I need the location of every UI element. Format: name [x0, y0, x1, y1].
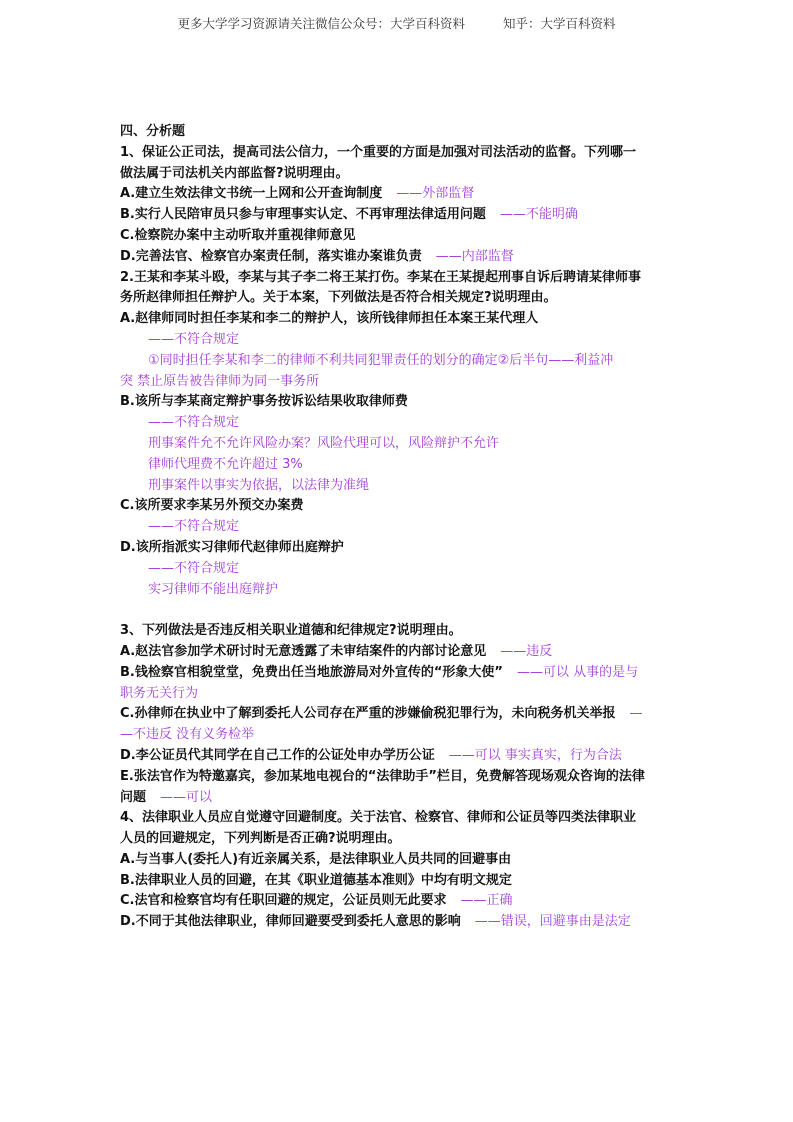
- q3-e-text2: 问题: [120, 789, 147, 805]
- q1-option-c: [120, 226, 680, 247]
- q2-c-answer: ——不符合规定: [148, 519, 240, 535]
- q3-e-answer: ——可以: [160, 789, 213, 805]
- q1-b-answer: ——不能明确: [499, 207, 578, 223]
- q2-a-note1: ①同时担任李某和李二的律师不利共同犯罪责任的划分的确定②后半句——利益冲: [148, 352, 614, 368]
- q2-d-answer: ——不符合规定: [148, 560, 240, 576]
- q4-option-c: [120, 891, 680, 912]
- q2-a-note2: 突 禁止原告被告律师为同一事务所: [120, 373, 320, 389]
- q2-a-text: A.赵律师同时担任李某和李二的辩护人，该所钱律师担任本案王某代理人: [120, 311, 539, 327]
- q3-option-d: [120, 746, 680, 767]
- q4-stem-line2: 人员的回避规定，下列判断是否正确?说明理由。: [120, 831, 401, 847]
- q3-a-answer: ——违反: [500, 643, 553, 659]
- q3-a-text: A.赵法官参加学术研讨时无意透露了未审结案件的内部讨论意见: [120, 643, 487, 659]
- q2-b-note1: 刑事案件允不允许风险办案？风险代理可以，风险辩护不允许: [148, 435, 500, 451]
- q4-option-d: [120, 912, 680, 933]
- q3-b-answer-cont: 职务无关行为: [120, 685, 199, 701]
- q1-option-d: [120, 247, 680, 268]
- q1-d-answer: ——内部监督: [435, 248, 514, 264]
- q2-d-text: D.该所指派实习律师代赵律师出庭辩护: [120, 539, 344, 555]
- q2-b-answer: ——不符合规定: [148, 415, 240, 431]
- q2-stem-line1: 2.王某和李某斗殴，李某与其子李二将王某打伤。李某在王某提起刑事自诉后聘请某律师事: [120, 269, 641, 285]
- q4-c-text: C.法官和检察官均有任职回避的规定，公证员则无此要求: [120, 893, 447, 909]
- q3-option-c: [120, 704, 680, 725]
- q2-c-text: C.该所要求李某另外预交办案费: [120, 498, 304, 514]
- q1-stem-line2: 做法属于司法机关内部监督?说明理由。: [120, 165, 349, 181]
- q3-d-text: D.李公证员代其同学在自己工作的公证处申办学历公证: [120, 747, 435, 763]
- q2-stem-line2: 务所赵律师担任辩护人。关于本案，下列做法是否符合相关规定?说明理由。: [120, 290, 557, 306]
- q3-option-e-cont: [120, 788, 680, 809]
- q4-c-answer: ——正确: [460, 893, 513, 909]
- document-body: [120, 122, 680, 933]
- q1-option-a: [120, 184, 680, 205]
- q1-c-text: C.检察院办案中主动听取并重视律师意见: [120, 227, 356, 243]
- q4-stem-line1: 4、法律职业人员应自觉遵守回避制度。关于法官、检察官、律师和公证员等四类法律职业: [120, 810, 637, 826]
- q2-b-text: B.该所与李某商定辩护事务按诉讼结果收取律师费: [120, 394, 408, 410]
- q3-option-a: [120, 642, 680, 663]
- section-title: 四、分析题: [120, 124, 186, 139]
- q4-d-answer: ——错误，回避事由是法定: [474, 914, 631, 930]
- header-zhihu-text: 知乎：大学百科资料: [503, 16, 616, 31]
- q4-d-text: D.不同于其他法律职业，律师回避要受到委托人意思的影响: [120, 914, 461, 930]
- q1-b-text: B.实行人民陪审员只参与审理事实认定、不再审理法律适用问题: [120, 207, 486, 223]
- q4-a-text: A.与当事人(委托人)有近亲属关系，是法律职业人员共同的回避事由: [120, 851, 512, 867]
- q2-d-note1: 实习律师不能出庭辩护: [148, 581, 279, 597]
- q1-stem-line1: 1、保证公正司法，提高司法公信力，一个重要的方面是加强对司法活动的监督。下列哪一: [120, 144, 637, 160]
- page-header: [0, 14, 793, 32]
- q2-b-note3: 刑事案件以事实为依据，以法律为准绳: [148, 477, 370, 493]
- q2-a-answer: ——不符合规定: [148, 331, 240, 347]
- q1-a-answer: ——外部监督: [396, 186, 475, 202]
- q3-b-text: B.钱检察官相貌堂堂，免费出任当地旅游局对外宣传的“形象大使”: [120, 664, 503, 680]
- header-wechat-text: 更多大学学习资源请关注微信公众号：大学百科资料: [177, 16, 465, 31]
- q1-a-text: A.建立生效法律文书统一上网和公开查询制度: [120, 186, 383, 202]
- q3-c-answer: —: [629, 706, 643, 722]
- q2-b-note2: 律师代理费不允许超过 3%: [148, 456, 303, 472]
- q3-b-answer: ——可以 从事的是与: [516, 664, 639, 680]
- q3-option-b: [120, 663, 680, 684]
- q3-e-text: E.张法官作为特邀嘉宾，参加某地电视台的“法律助手”栏目，免费解答现场观众咨询的法律: [120, 768, 645, 784]
- paragraph-spacer: [120, 600, 680, 621]
- q1-d-text: D.完善法官、检察官办案责任制，落实谁办案谁负责: [120, 248, 422, 264]
- q3-stem-line1: 3、下列做法是否违反相关职业道德和纪律规定?说明理由。: [120, 623, 462, 639]
- q4-b-text: B.法律职业人员的回避，在其《职业道德基本准则》中均有明文规定: [120, 872, 512, 888]
- q1-option-b: [120, 205, 680, 226]
- q3-c-text: C.孙律师在执业中了解到委托人公司存在严重的涉嫌偷税犯罪行为，未向税务机关举报: [120, 706, 616, 722]
- q3-d-answer: ——可以 事实真实，行为合法: [448, 747, 622, 763]
- q3-c-answer-cont: —不违反 没有义务检举: [120, 727, 255, 743]
